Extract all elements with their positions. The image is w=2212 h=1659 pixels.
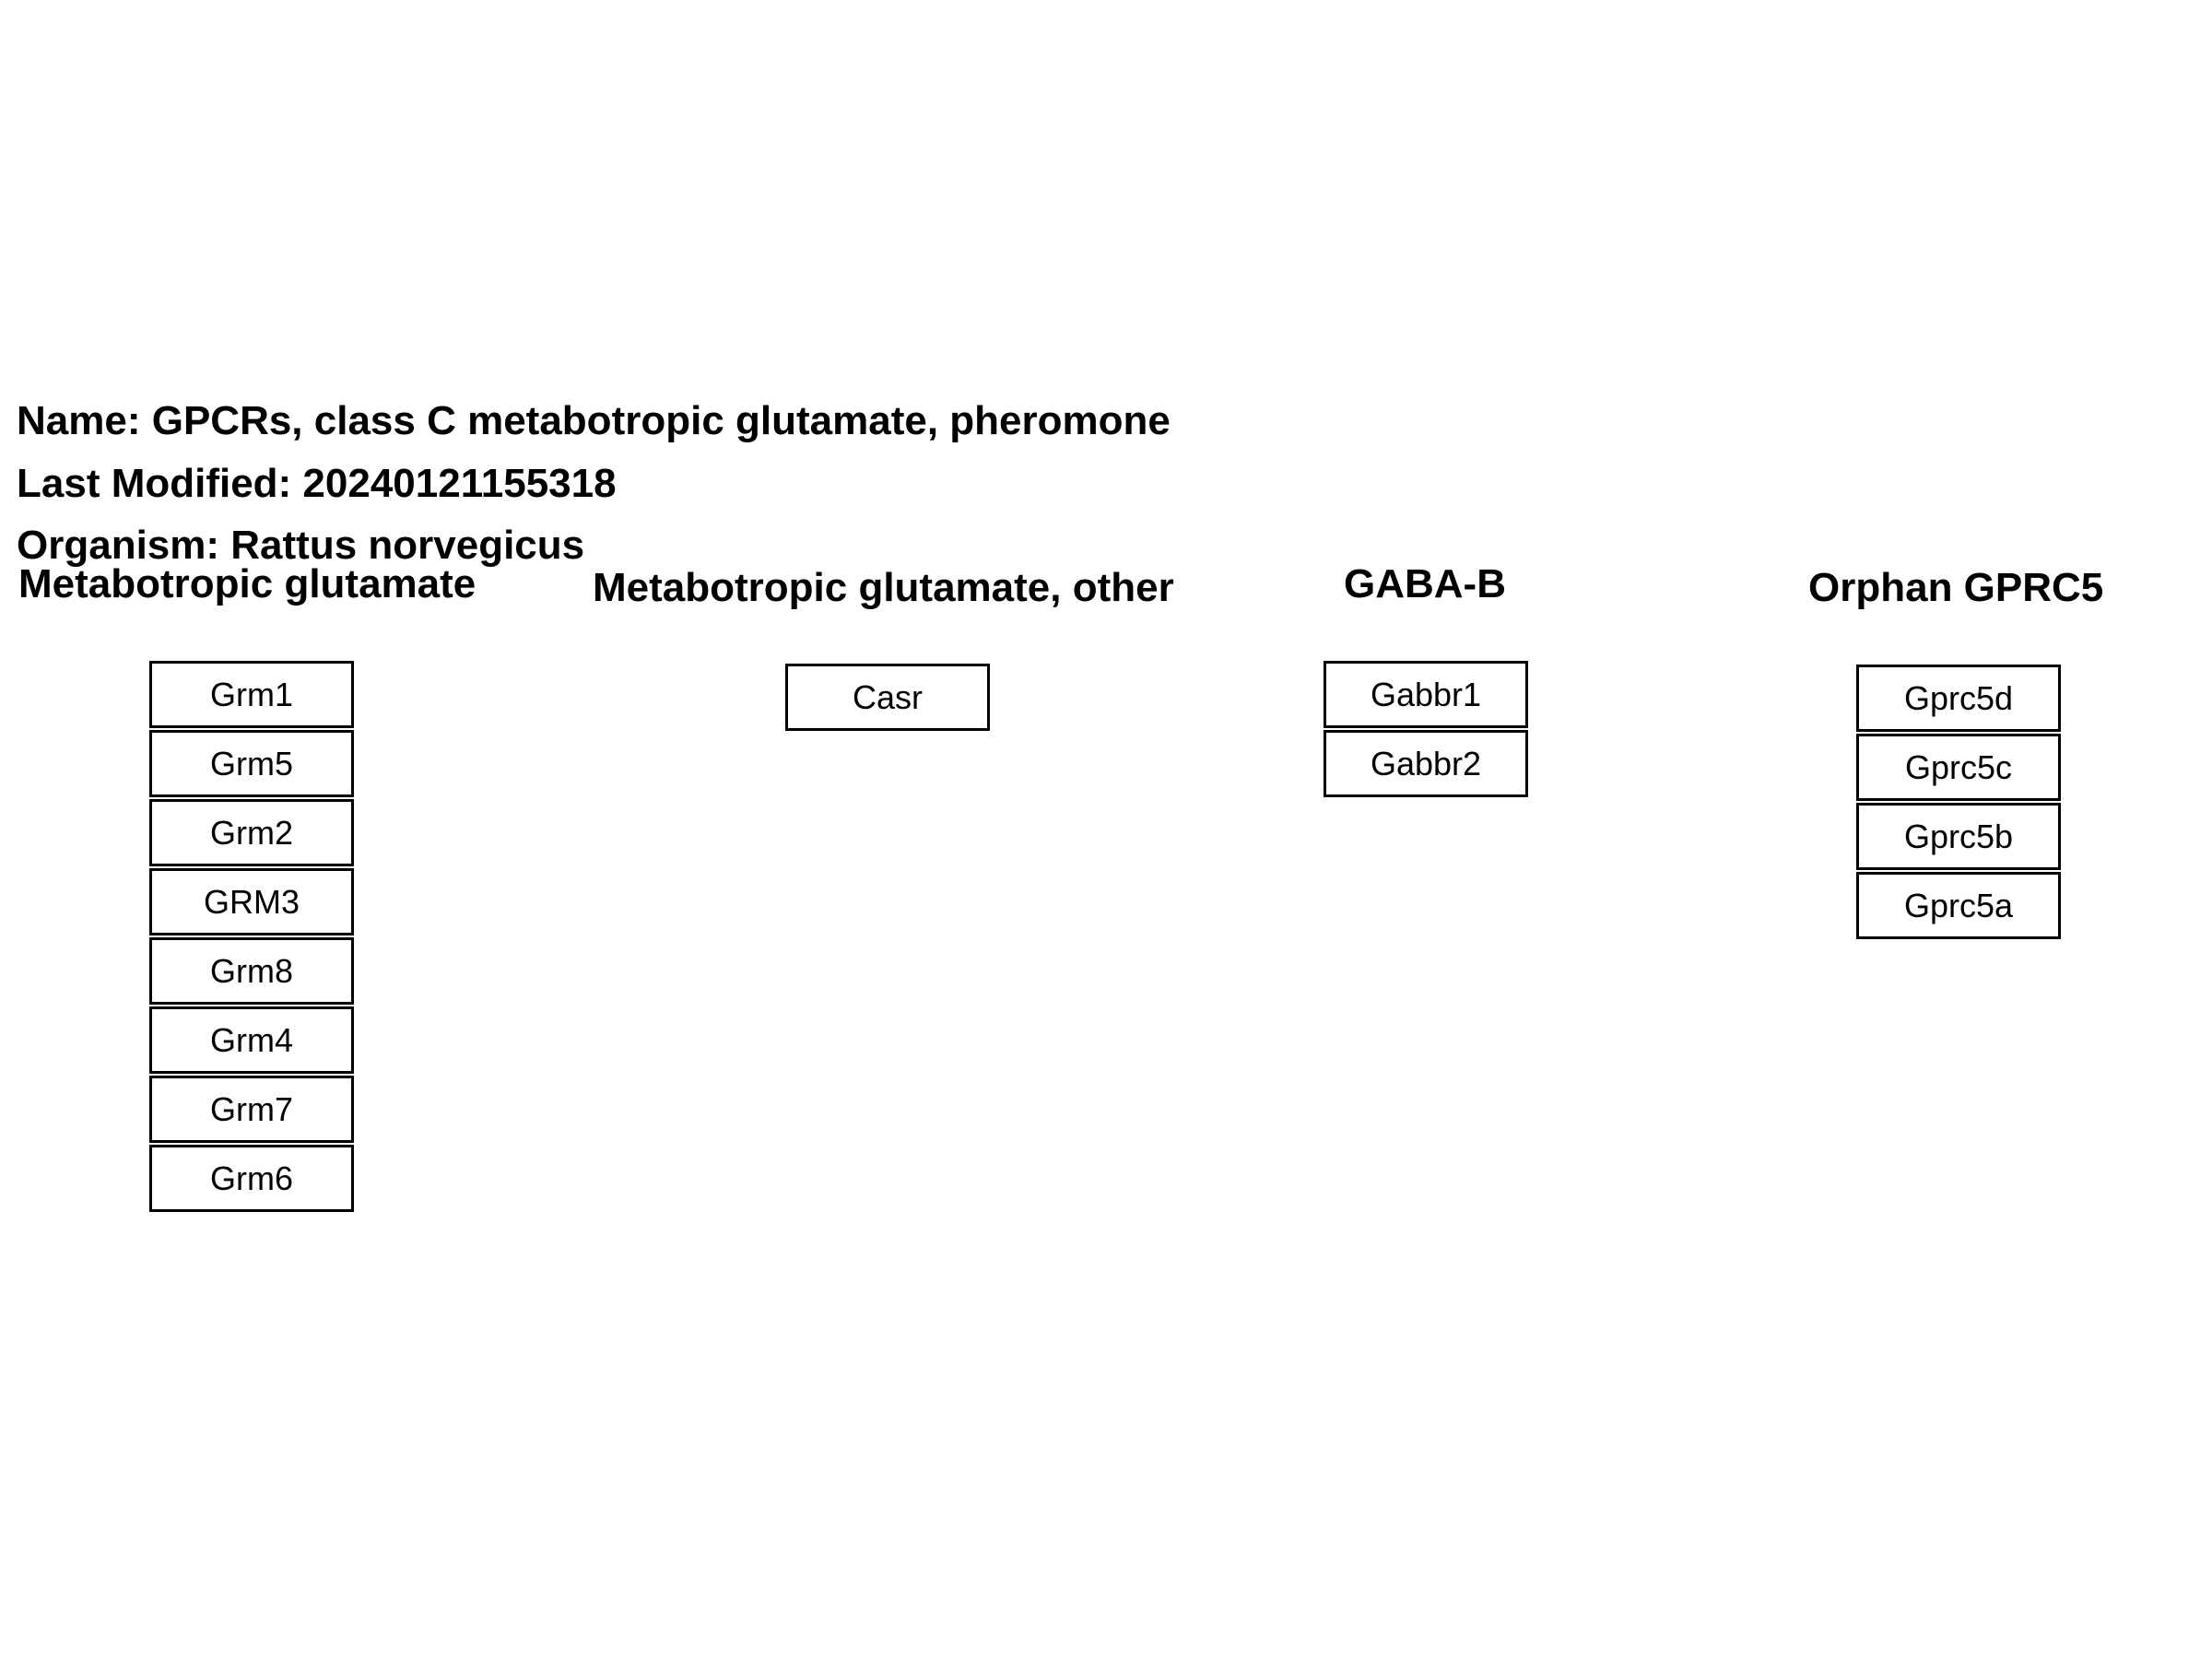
gene-box-gprc5c[interactable]: Gprc5c: [1856, 734, 2061, 801]
gene-box-grm6[interactable]: Grm6: [149, 1145, 354, 1212]
group-title-metabotropic-glutamate-other: Metabotropic glutamate, other: [593, 565, 1174, 610]
gene-box-grm3[interactable]: GRM3: [149, 868, 354, 935]
gene-box-grm7[interactable]: Grm7: [149, 1076, 354, 1143]
organism: Organism: Rattus norvegicus: [17, 523, 585, 568]
gene-box-gprc5d[interactable]: Gprc5d: [1856, 665, 2061, 732]
gene-box-gabbr1[interactable]: Gabbr1: [1324, 661, 1528, 728]
gene-box-gprc5b[interactable]: Gprc5b: [1856, 803, 2061, 870]
gene-box-grm8[interactable]: Grm8: [149, 937, 354, 1005]
gene-box-grm5[interactable]: Grm5: [149, 730, 354, 797]
group-title-metabotropic-glutamate: Metabotropic glutamate: [18, 561, 477, 606]
gene-box-grm2[interactable]: Grm2: [149, 799, 354, 866]
pathway-name: Name: GPCRs, class C metabotropic glutamate, pheromone: [17, 398, 1171, 443]
gene-box-casr[interactable]: Casr: [785, 664, 990, 731]
group-title-gaba-b: GABA-B: [1344, 561, 1506, 606]
gene-box-gprc5a[interactable]: Gprc5a: [1856, 872, 2061, 939]
group-title-orphan-gprc5: Orphan GPRC5: [1808, 565, 2104, 610]
gene-box-grm1[interactable]: Grm1: [149, 661, 354, 728]
last-modified: Last Modified: 20240121155318: [17, 461, 617, 506]
gene-box-grm4[interactable]: Grm4: [149, 1006, 354, 1074]
gene-box-gabbr2[interactable]: Gabbr2: [1324, 730, 1528, 797]
